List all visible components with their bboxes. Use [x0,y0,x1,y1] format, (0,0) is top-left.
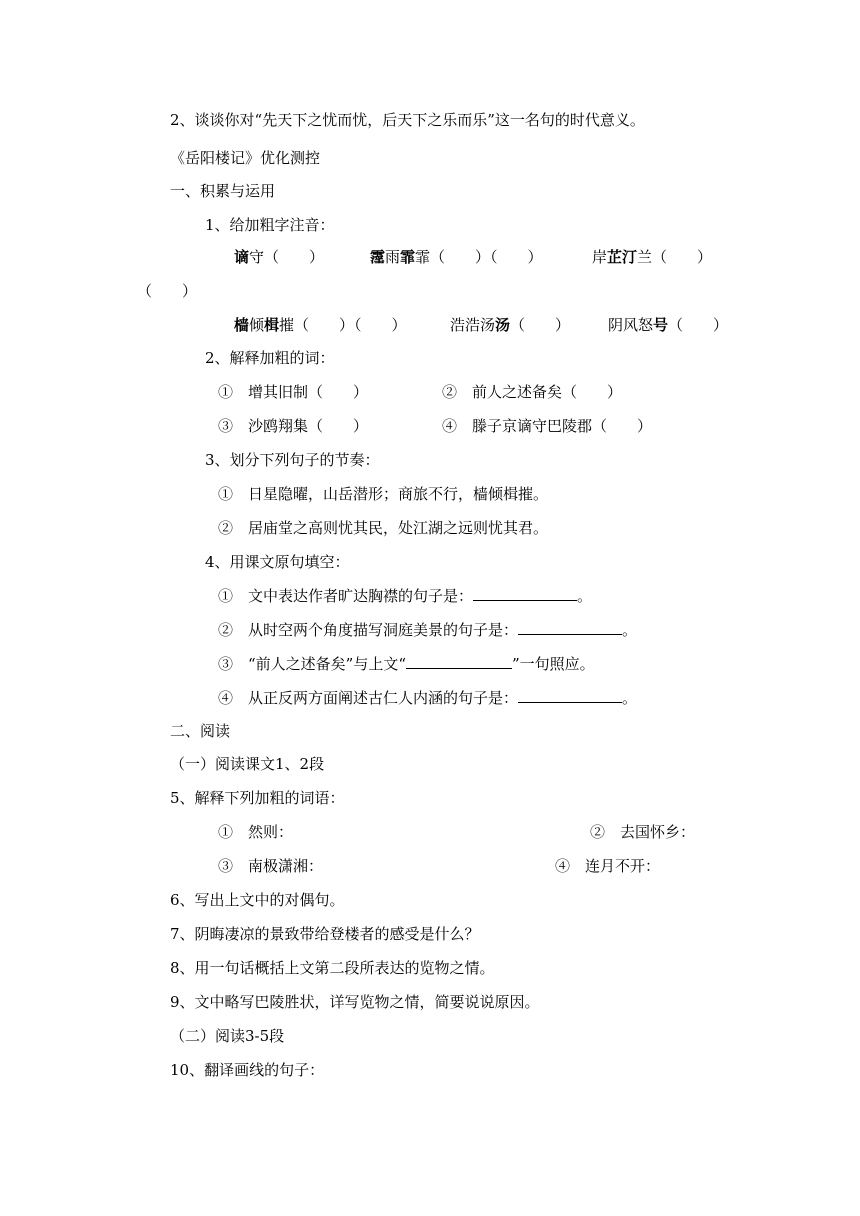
bold-char: 霪 [370,248,386,266]
item-text: 岸 [592,248,608,266]
word-item-2: ② 前人之述备矣（ ） [442,383,623,401]
word-item-3: ③ 沙鸥翔集（ ） [218,417,369,435]
rhythm-item-2: ② 居庙堂之高则忧其民，处江湖之远则忧其君。 [218,519,549,537]
pinyin-item-3 [592,247,712,267]
question-1-label: 1、给加粗字注音： [205,216,335,234]
fill-text: 。 [622,621,638,639]
question-7: 7、阴晦凄凉的景致带给登楼者的感受是什么？ [170,925,480,943]
fill-text: ① 文中表达作者旷达胸襟的句子是： [218,587,474,605]
answer-blank[interactable] [473,586,577,601]
fill-text: 。 [622,689,638,707]
section-heading-2: 二、阅读 [170,722,231,740]
fill-item-3 [218,654,595,674]
bold-char: 樯 [234,316,250,334]
pinyin-item-5 [450,315,570,335]
bold-char: 楫 [264,316,280,334]
word-item-4: ④ 滕子京谪守巴陵郡（ ） [442,417,653,435]
pinyin-item-3-wrap: （ ） [137,282,198,300]
pinyin-item-1 [234,247,324,267]
question-4-label: 4、用课文原句填空： [205,553,350,571]
fill-text: ④ 从正反两方面阐述古仁人内涵的句子是： [218,689,519,707]
item-text: 霏（ ）（ ） [415,248,543,266]
answer-blank[interactable] [406,654,512,669]
bold-char: 芷 [607,248,623,266]
pinyin-item-4 [234,315,407,335]
item-text: （ ） [510,316,571,334]
question-6: 6、写出上文中的对偶句。 [170,891,345,909]
bold-char: 号 [653,316,669,334]
fill-text: ③ “前人之述备矣”与上文“ [218,655,407,673]
fill-text: ② 从时空两个角度描写洞庭美景的句子是： [218,621,519,639]
reading-subsection-1: （一）阅读课文1、2段 [170,755,325,773]
question-5-label: 5、解释下列加粗的词语： [170,789,345,807]
item-text: 雨 [385,248,401,266]
answer-blank[interactable] [518,620,622,635]
item-text: 浩浩汤 [450,316,496,334]
item-text: 阴风怒 [608,316,654,334]
word-item-1: ① 增其旧制（ ） [218,383,369,401]
pinyin-item-2 [370,247,543,267]
define-item-1: ① 然则： [218,823,294,841]
item-text: 摧（ ）（ ） [279,316,407,334]
fill-text: 。 [577,587,593,605]
pinyin-item-6 [608,315,728,335]
fill-item-4 [218,688,637,708]
section-heading-1: 一、积累与运用 [170,182,276,200]
question-2-top: 2、谈谈你对“先天下之忧而忧，后天下之乐而乐”这一名句的时代意义。 [170,111,645,129]
define-item-2: ② 去国怀乡： [590,823,696,841]
fill-item-1 [218,586,592,606]
bold-char: 谪 [234,248,250,266]
answer-blank[interactable] [518,688,622,703]
reading-subsection-2: （二）阅读3-5段 [170,1027,285,1045]
question-10: 10、翻译画线的句子： [170,1061,325,1079]
question-9: 9、文中略写巴陵胜状，详写览物之情，简要说说原因。 [170,993,540,1011]
bold-char: 汀 [622,248,638,266]
item-text: 倾 [249,316,265,334]
item-text: （ ） [668,316,729,334]
define-item-4: ④ 连月不开： [555,857,661,875]
fill-text: ”一句照应。 [512,655,595,673]
question-3-label: 3、划分下列句子的节奏： [205,451,380,469]
bold-char: 汤 [495,316,511,334]
question-2-label: 2、解释加粗的词： [205,349,335,367]
fill-item-2 [218,620,637,640]
bold-char: 霏 [400,248,416,266]
define-item-3: ③ 南极潇湘： [218,857,324,875]
question-8: 8、用一句话概括上文第二段所表达的览物之情。 [170,959,495,977]
item-text: 守（ ） [249,248,325,266]
document-title: 《岳阳楼记》优化测控 [170,149,321,167]
rhythm-item-1: ① 日星隐曜，山岳潜形；商旅不行，樯倾楫摧。 [218,485,549,503]
item-text: 兰（ ） [637,248,713,266]
